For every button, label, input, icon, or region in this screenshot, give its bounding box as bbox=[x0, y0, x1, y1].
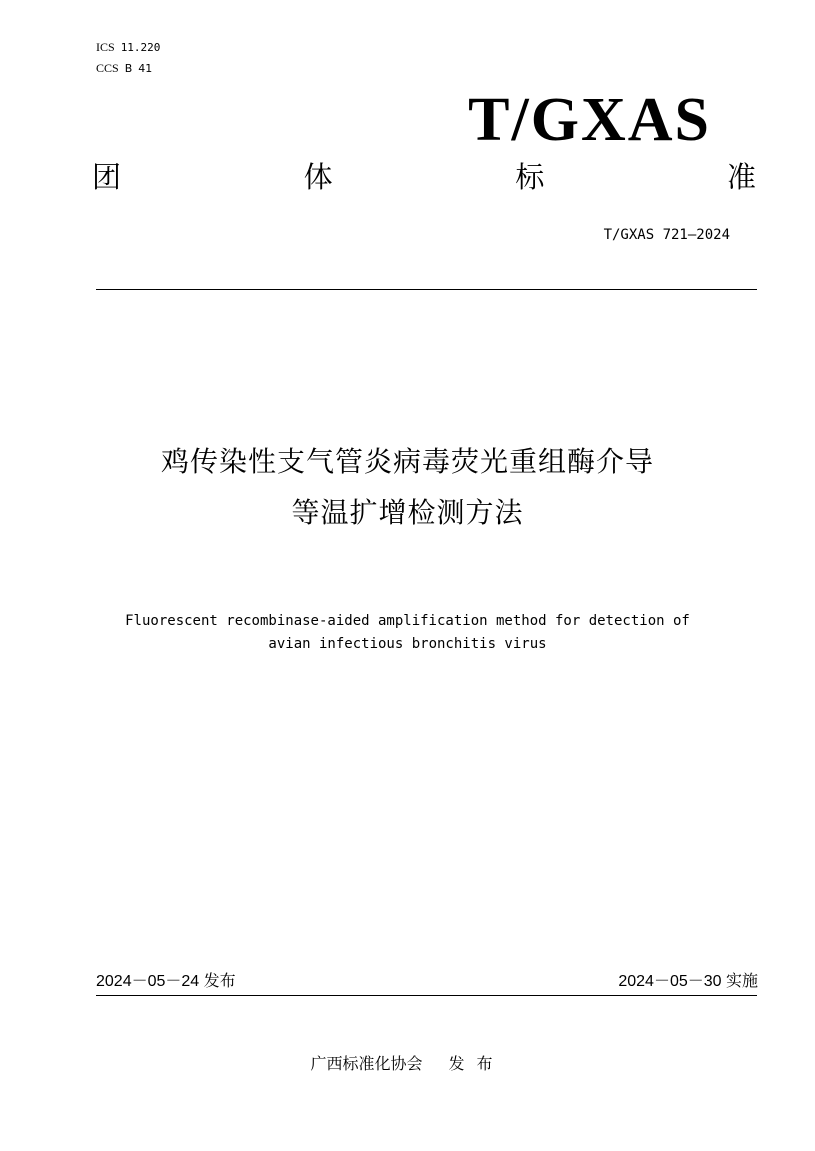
standard-type-char: 标 bbox=[515, 160, 545, 194]
standard-type-char: 准 bbox=[726, 160, 756, 194]
implementation-date: 2024－05－30 实施 bbox=[618, 973, 758, 990]
title-chinese-line-1: 鸡传染性支气管炎病毒荧光重组酶介导 bbox=[160, 445, 654, 478]
standard-number: T/GXAS 721—2024 bbox=[603, 227, 730, 243]
standard-type-heading bbox=[92, 157, 756, 197]
title-english-line-2: avian infectious bronchitis virus bbox=[268, 636, 547, 652]
ccs-code-number: 41 bbox=[138, 62, 153, 75]
ics-label: ICS bbox=[96, 40, 115, 54]
title-english-line-1: Fluorescent recombinase-aided amplification method for detection of bbox=[125, 613, 690, 629]
ccs-classification bbox=[96, 61, 152, 76]
issuer-organization: 广西标准化协会 bbox=[310, 1054, 423, 1073]
ics-classification bbox=[96, 40, 160, 55]
footer-divider bbox=[96, 995, 757, 996]
standard-brand-logo: T/GXAS bbox=[468, 86, 711, 154]
ccs-code-letter: B bbox=[124, 62, 133, 75]
ics-code: 11.220 bbox=[120, 41, 161, 54]
issuer-action: 发布 bbox=[448, 1054, 505, 1073]
publish-date: 2024－05－24 发布 bbox=[96, 973, 236, 990]
standard-type-char: 体 bbox=[303, 160, 333, 194]
standard-type-char: 团 bbox=[92, 160, 122, 194]
title-chinese-line-2: 等温扩增检测方法 bbox=[291, 496, 524, 529]
header-divider bbox=[96, 289, 757, 290]
issuer-line bbox=[0, 1053, 815, 1075]
ccs-label: CCS bbox=[96, 61, 119, 75]
